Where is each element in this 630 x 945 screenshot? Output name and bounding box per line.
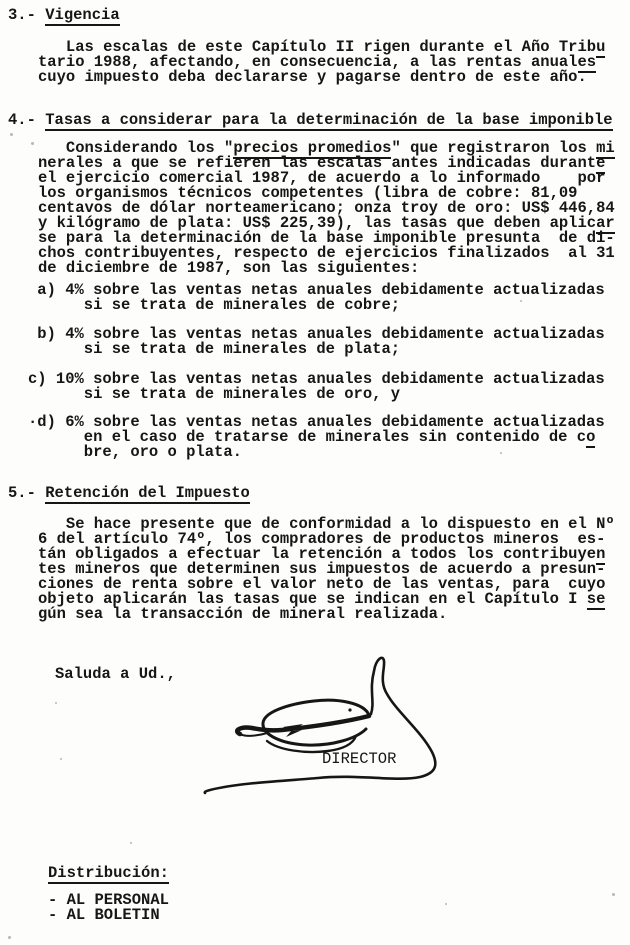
text-run: si se trata de minerales de oro, y [28,385,401,403]
text-line [48,908,169,923]
text-run: " que registraron los [391,139,597,157]
noise-speck [612,893,615,896]
text-run: c) 10% sobre las ventas netas anuales debidamente actualizadas [28,370,605,388]
text-line [28,298,605,313]
list-item-c [28,372,605,402]
noise-speck [500,452,502,454]
text-run: objeto aplicarán las tasas que se indican en el Capítulo I [38,590,587,608]
underlined-text-run: u [596,38,606,56]
text-line [38,261,615,276]
text-run: ·d) 6% sobre las ventas netas anuales debidamente actualizadas [28,413,605,431]
underlined-text-run: Retención del Impuesto [45,484,250,502]
text-line [38,607,615,622]
text-run: Considerando los " [38,139,234,157]
noise-speck [10,133,13,136]
text-run: gún sea la transacción de mineral realizada. [38,605,448,623]
noise-speck [31,142,34,145]
underlined-text-run: Tasas a considerar para la determinación de la base imponible [45,111,613,129]
section-3-paragraph [38,40,605,85]
text-run: chos contribuyentes, respecto de ejercicios finalizados al 31 [38,244,615,262]
text-run: Se hace presente que de conformidad a lo dispuesto en el Nº [38,515,615,533]
text-run: si se trata de minerales de plata; [28,340,401,358]
text-run: bre, oro o plata. [28,443,242,461]
underlined-text-run: es [577,53,597,71]
signature-scrawl [185,648,450,798]
text-line [8,113,613,128]
text-run: los organismos técnicos competentes (libra de cobre: 81,09 [38,184,578,202]
underlined-text-run: se [586,590,606,608]
text-line [322,752,396,767]
text-run: - AL BOLETIN [48,906,160,924]
distribution-list [48,893,169,923]
text-line [48,866,169,881]
text-run: DIRECTOR [322,750,397,768]
text-line [28,342,605,357]
underlined-text-run: o [586,428,596,446]
text-run: nerales a que se refieren las escalas antes indicadas durant [38,154,597,172]
text-run: cuyo impuesto deba declararse y pagarse dentro de este año. [38,68,587,86]
section-4-heading [8,113,613,128]
text-run: 4.- [8,111,46,129]
underlined-text-run: mi [596,139,615,157]
text-run: Las escalas de este Capítulo II rigen durante el Año Trib [38,38,597,56]
noise-speck [55,702,57,704]
text-run: y kilógramo de plata: US$ 225,39), las tasas que deben aplic [38,214,597,232]
text-run: ciones de renta sobre el valor neto de las ventas, para cuyo [38,575,606,593]
section-3-heading [8,8,120,23]
text-run: centavos de dólar norteamericano; onza troy de oro: US$ 446,84 [38,199,615,217]
text-run: 6 del artículo 74º, los compradores de productos mineros es- [38,530,606,548]
text-run: en el caso de tratarse de minerales sin contenido de c [28,428,587,446]
list-item-b [28,327,605,357]
list-item-a [28,283,605,313]
text-run: el ejercicio comercial 1987, de acuerdo a lo informado por [38,169,606,187]
text-run: tán obligados a efectuar la retención a todos los contribuye [38,545,597,563]
text-run: b) 4% sobre las ventas netas anuales debidamente actualizadas [28,325,605,343]
noise-speck [130,842,132,844]
text-line [55,667,176,682]
noise-speck [8,936,11,939]
text-line [8,486,250,501]
text-run: 3.- [8,6,46,24]
text-run: si se trata de minerales de cobre; [28,296,401,314]
text-run: tes mineros que determinen sus impuestos de acuerdo a presun- [38,560,606,578]
underlined-text-run: ar [596,214,615,232]
underlined-text-run: Vigencia [45,6,120,24]
text-line [38,70,605,85]
noise-speck [60,758,62,760]
section-5-heading [8,486,250,501]
distribution-heading [48,866,169,881]
text-run: a) 4% sobre las ventas netas anuales debidamente actualizadas [28,281,605,299]
text-run: 5.- [8,484,46,502]
text-line [28,387,605,402]
noise-speck [520,300,522,302]
underlined-text-run: Distribución: [48,864,169,882]
noise-speck [445,903,447,905]
section-4-paragraph [38,141,615,276]
section-5-paragraph [38,517,615,622]
text-run: Saluda a Ud., [55,665,176,683]
text-line [8,8,120,23]
salutation-text [55,667,176,682]
director-title [322,752,396,767]
text-run: de diciembre de 1987, son las siguientes: [38,259,420,277]
underlined-text-run: precios promedios [233,139,392,157]
text-line [28,445,605,460]
text-run: tario 1988, afectando, en consecuencia, a las rentas anual [38,53,578,71]
underlined-text-run: e [596,154,606,172]
list-item-d [28,415,605,460]
underlined-text-run: n [596,545,606,563]
text-run: - AL PERSONAL [48,891,169,909]
text-run: se para la determinación de la base imponible presunta de di- [38,229,615,247]
